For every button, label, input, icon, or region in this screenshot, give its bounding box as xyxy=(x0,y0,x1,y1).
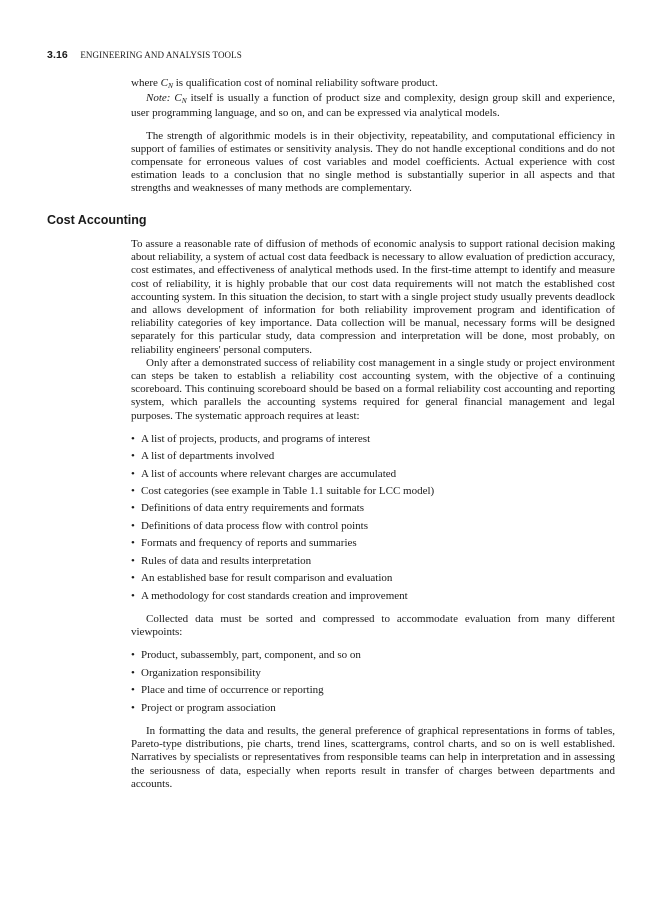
running-header xyxy=(47,49,242,62)
requirements-list xyxy=(131,431,615,605)
paragraph-viewpoints: Collected data must be sorted and compressed to accommodate evaluation from many different viewpoints: xyxy=(131,612,615,639)
list-item: • A methodology for cost standards creation and improvement xyxy=(131,588,615,605)
symbol-cn: $C_N$ xyxy=(160,77,173,90)
running-title: ENGINEERING AND ANALYSIS TOOLS xyxy=(80,50,242,60)
list-item: • Product, subassembly, part, component, and so on xyxy=(131,647,615,664)
symbol-cn-note: $C_N$ xyxy=(174,92,187,106)
list-item: • Rules of data and results interpretation xyxy=(131,553,615,570)
section-heading: Cost Accounting xyxy=(47,213,147,227)
list-item: • A list of projects, products, and programs of interest xyxy=(131,431,615,448)
list-item: • Place and time of occurrence or reporting xyxy=(131,682,615,699)
strength-paragraph: The strength of algorithmic models is in their objectivity, repeatability, and computational efficiency in support of families of estimates or sensitivity analysis. They do not handle exceptional conditions and do not compensate for erroneous values of cost variables and model coefficients. Actual experience with cost estimation leads to a conclusion that no single method is substantially superior in all aspects and that strengths and weaknesses of many methods are complementary. xyxy=(131,129,615,195)
list-item: • A list of departments involved xyxy=(131,448,615,465)
list-item: • Project or program association xyxy=(131,700,615,717)
viewpoints-list xyxy=(131,647,615,717)
list-item: • Formats and frequency of reports and summaries xyxy=(131,535,615,552)
where-definition: where $C_N$ is qualification cost of nominal reliability software product. xyxy=(131,77,438,90)
list-item: • An established base for result comparison and evaluation xyxy=(131,570,615,587)
paragraph-formatting: In formatting the data and results, the general preference of graphical representations in forms of tables, Pareto-type distributions, pie charts, trend lines, scattergrams, control charts, and so on is well established. Narratives by specialists or representatives from responsible teams can help in interpretation and in assessing the seriousness of data, especially when reports result in transfer of charges between departments and accounts. xyxy=(131,724,615,790)
note-paragraph: Note: $C_N$ itself is usually a function of product size and complexity, design group skill and experience, user programming language, and so on, and can be expressed via analytical models. xyxy=(131,92,616,120)
list-item: • Cost categories (see example in Table 1.1 suitable for LCC model) xyxy=(131,483,615,500)
list-item: • Definitions of data process flow with control points xyxy=(131,518,615,535)
intro-block xyxy=(131,77,615,196)
list-item: • Organization responsibility xyxy=(131,665,615,682)
list-item: • Definitions of data entry requirements and formats xyxy=(131,500,615,517)
cost-accounting-section xyxy=(131,238,615,791)
list-item: • A list of accounts where relevant charges are accumulated xyxy=(131,466,615,483)
paragraph-scoreboard: Only after a demonstrated success of reliability cost management in a single study or project environment can steps be taken to establish a reliability cost accounting system, with the objective of a continuing scoreboard. This continuing scoreboard should be based on a formal reliability cost accounting and reporting system, which parallels the accounting systems required for general financial management and legal purposes. The systematic approach requires at least: xyxy=(131,356,615,422)
page-number: 3.16 xyxy=(47,49,68,61)
paragraph-rationale: To assure a reasonable rate of diffusion of methods of economic analysis to support rational decision making about reliability, a system of actual cost data feedback is necessary to allow evaluation of prediction accuracy, cost estimates, and effectiveness of analytical methods used. In the first-time attempt to identify and measure cost of reliability, it is highly probable that our cost data requirements will not match the established cost accounting system. In this situation the decision, to start with a single project study usually prevents deadlock and allows development of information for both reliability improvement program and identification of reliability categories of key importance. Data collection will be manual, necessary forms will be designed separately for this particular study, data compression and interpretation will be done, most probably, on reliability engineers' personal computers. xyxy=(131,238,615,356)
